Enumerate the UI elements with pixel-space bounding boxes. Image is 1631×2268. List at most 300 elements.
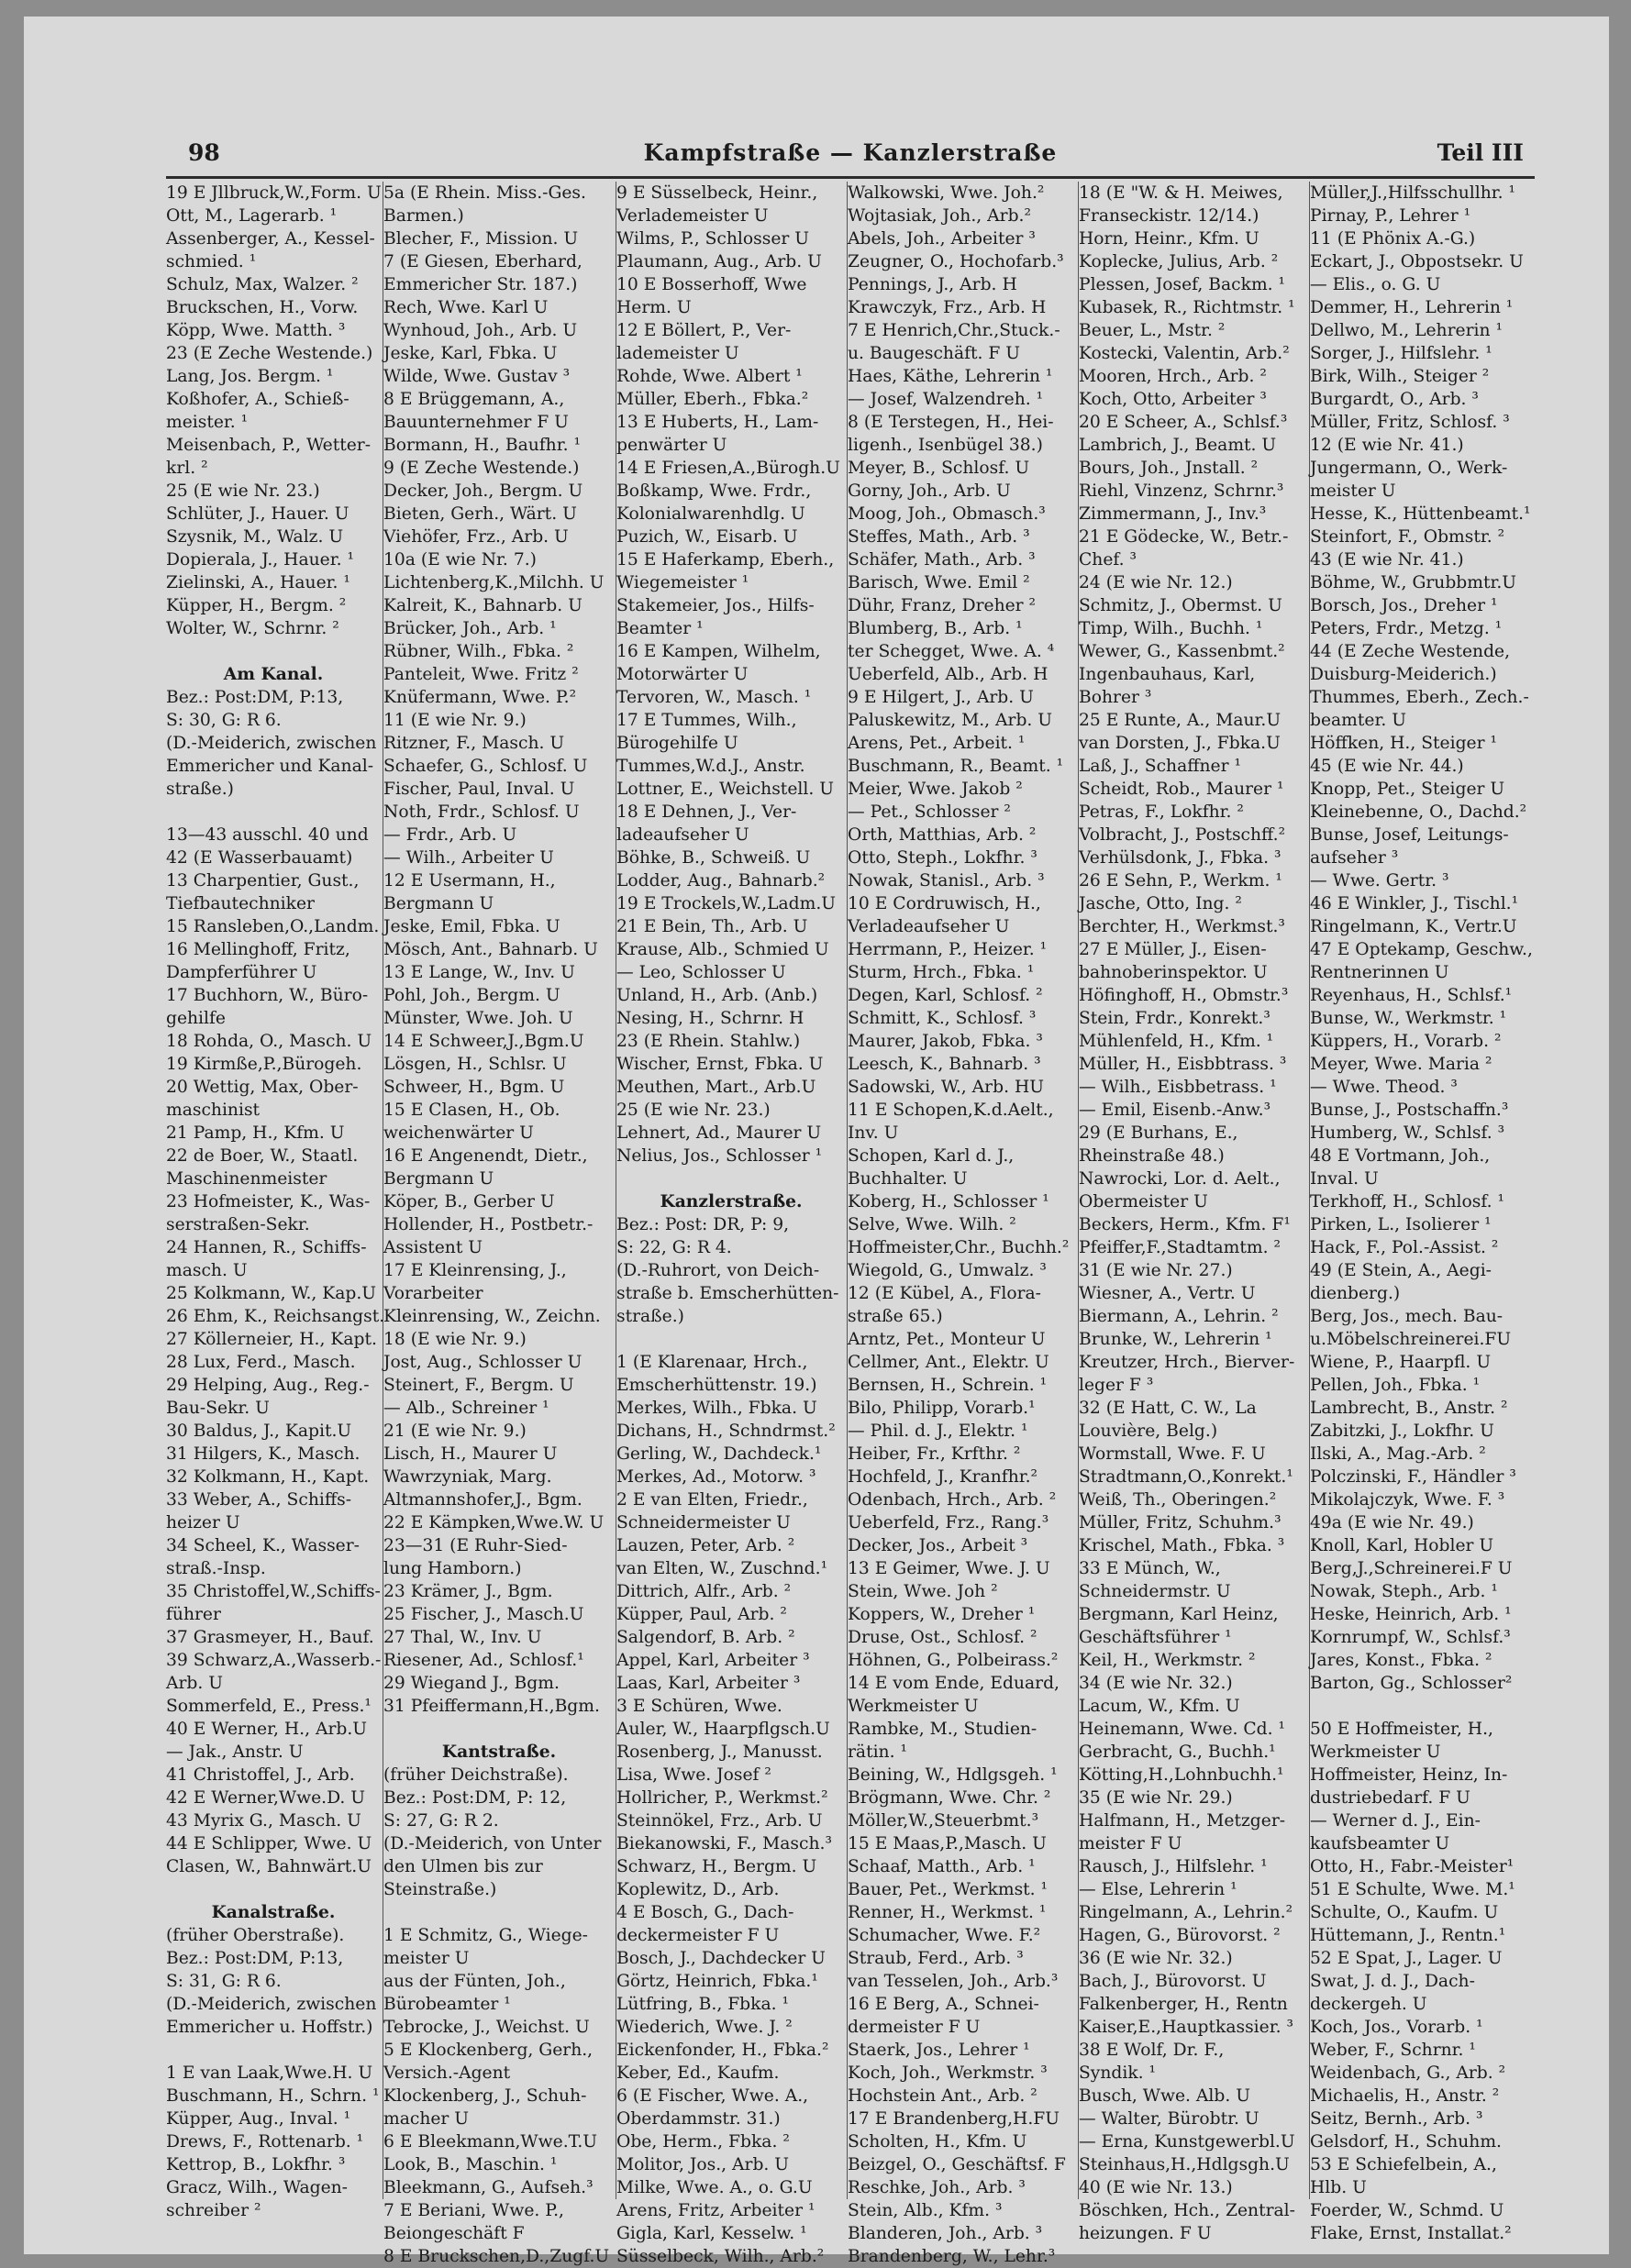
entry-line: Sommerfeld, E., Press.¹ (166, 1697, 372, 1716)
entry-line: Küpper, Paul, Arb. ² (616, 1605, 787, 1624)
entry-line: Michaelis, H., Anstr. ² (1310, 2086, 1500, 2106)
entry-line: Vorarbeiter (383, 1284, 483, 1303)
entry-line: Weidenbach, G., Arb. ² (1310, 2063, 1506, 2083)
entry-line: Lottner, E., Weichstell. U (616, 780, 834, 799)
entry-line: Hollender, H., Postbetr.- (383, 1215, 594, 1234)
entry-line: 37 Grasmeyer, H., Bauf. (166, 1628, 374, 1647)
entry-line: Hüttemann, J., Rentn.¹ (1310, 1926, 1506, 1945)
entry-line: Tiefbautechniker (166, 894, 315, 913)
entry-line: 18 E Dehnen, J., Ver- (616, 802, 797, 822)
entry-line: Pirnay, P., Lehrer ¹ (1310, 206, 1471, 226)
entry-line: u. Baugeschäft. F U (848, 344, 1021, 363)
entry-line: Clasen, W., Bahnwärt.U (166, 1857, 372, 1876)
entry-line: 25 E Runte, A., Maur.U (1079, 711, 1282, 730)
blank-line (166, 2039, 381, 2062)
entry-line: Jungermann, O., Werk- (1310, 459, 1508, 478)
entry-line: Wewer, G., Kassenbmt.² (1079, 642, 1285, 661)
entry-line: Bez.: Post:DM, P:13, (166, 688, 344, 707)
entry-line: 33 E Münch, W., (1079, 1559, 1221, 1578)
entry-line: 16 E Kampen, Wilhelm, (616, 642, 821, 661)
entry-line: — Josef, Walzendreh. ¹ (848, 390, 1044, 409)
entry-line: Verhülsdonk, J., Fbka. ³ (1079, 848, 1282, 868)
entry-line: — Else, Lehrerin ¹ (1079, 1880, 1237, 1899)
entry-line: Look, B., Maschin. ¹ (383, 2155, 558, 2174)
entry-line: (D.-Ruhrort, von Deich- (616, 1261, 820, 1280)
entry-line: Buschmann, R., Beamt. ¹ (848, 757, 1064, 776)
entry-line: 19 E Trockels,W.,Ladm.U (616, 894, 837, 913)
entry-line: 11 (E Phönix A.-G.) (1310, 229, 1476, 249)
entry-line: Meyer, Wwe. Maria ² (1310, 1055, 1492, 1074)
entry-line: Lang, Jos. Bergm. ¹ (166, 367, 334, 386)
entry-line: Viehöfer, Frz., Arb. U (383, 527, 569, 547)
entry-line: Brögmann, Wwe. Chr. ² (848, 1788, 1051, 1808)
entry-line: Bormann, H., Baufhr. ¹ (383, 436, 581, 455)
entry-line: S: 31, G: R 6. (166, 1972, 282, 1991)
entry-line: S: 22, G: R 4. (616, 1238, 732, 1257)
entry-line: 36 (E wie Nr. 32.) (1079, 1949, 1233, 1968)
entry-line: Chef. ³ (1079, 550, 1137, 570)
entry-line: 27 Thal, W., Inv. U (383, 1628, 542, 1647)
entry-line: Berg, Jos., mech. Bau- (1310, 1307, 1503, 1326)
entry-line: Heske, Heinrich, Arb. ¹ (1310, 1605, 1512, 1624)
entry-line: Rohde, Wwe. Albert ¹ (616, 367, 803, 386)
entry-line: maschinist (166, 1101, 261, 1120)
entry-line: 49a (E wie Nr. 49.) (1310, 1513, 1474, 1532)
entry-line: Reyenhaus, H., Schlsf.¹ (1310, 986, 1513, 1005)
entry-line: Steinert, F., Bergm. U (383, 1376, 574, 1395)
entry-line: 24 (E wie Nr. 12.) (1079, 573, 1233, 592)
entry-line: Volbracht, J., Postschff.² (1079, 825, 1286, 845)
entry-line: 7 E Henrich,Chr.,Stuck.- (848, 321, 1060, 340)
entry-line: 21 Pamp, H., Kfm. U (166, 1123, 345, 1143)
blank-line (616, 1167, 846, 1190)
entry-line: Orth, Matthias, Arb. ² (848, 825, 1037, 845)
entry-line: Knüfermann, Wwe. P.² (383, 688, 577, 707)
entry-line: 14 E vom Ende, Eduard, (848, 1674, 1060, 1693)
blank-line (166, 1878, 381, 1901)
entry-line: Auler, W., Haarpflgsch.U (616, 1720, 830, 1739)
entry-line: Verlademeister U (616, 206, 769, 226)
entry-line: Lisa, Wwe. Josef ² (616, 1765, 771, 1785)
entry-line: Ingenbauhaus, Karl, (1079, 665, 1256, 684)
entry-line: Gelsdorf, H., Schuhm. (1310, 2132, 1502, 2152)
entry-line: Salgendorf, B. Arb. ² (616, 1628, 795, 1647)
entry-line: Inv. U (848, 1123, 899, 1143)
entry-line: 31 Pfeiffermann,H.,Bgm. (383, 1697, 600, 1716)
entry-line: Kötting,H.,Lohnbuchh.¹ (1079, 1765, 1284, 1785)
entry-line: Kalreit, K., Bahnarb. U (383, 596, 582, 615)
entry-line: Schaefer, G., Schlosf. U (383, 757, 588, 776)
entry-line: Druse, Ost., Schlosf. ² (848, 1628, 1037, 1647)
entry-line: 21 E Gödecke, W., Betr.- (1079, 527, 1289, 547)
entry-line: 31 (E wie Nr. 27.) (1079, 1261, 1233, 1280)
entry-line: Hoffmeister, Heinz, In- (1310, 1765, 1508, 1785)
entry-line: 12 E Usermann, H., (383, 871, 556, 891)
entry-line: 19 E Jllbruck,W.,Form. U (166, 183, 382, 203)
entry-line: Nowak, Stanisl., Arb. ³ (848, 871, 1045, 891)
entry-line: 34 (E wie Nr. 32.) (1079, 1674, 1233, 1693)
entry-line: Dichans, H., Schndrmst.² (616, 1422, 836, 1441)
entry-line: Walkowski, Wwe. Joh.² (848, 183, 1045, 203)
entry-line: — Walter, Bürobtr. U (1079, 2109, 1259, 2129)
entry-line: 39 Schwarz,A.,Wasserb.- (166, 1651, 382, 1670)
entry-line: u.Möbelschreinerei.FU (1310, 1330, 1512, 1349)
entry-line: Schumacher, Wwe. F.² (848, 1926, 1041, 1945)
entry-line: 43 Myrix G., Masch. U (166, 1811, 361, 1831)
entry-line: Dopierala, J., Hauer. ¹ (166, 550, 354, 570)
entry-line: 28 Lux, Ferd., Masch. (166, 1353, 356, 1372)
entry-line: Brunke, W., Lehrerin ¹ (1079, 1330, 1272, 1349)
entry-line: macher U (383, 2109, 470, 2129)
entry-line: Mikolajczyk, Wwe. F. ³ (1310, 1490, 1505, 1510)
entry-line: 52 E Spat, J., Lager. U (1310, 1949, 1503, 1968)
entry-line: van Tesselen, Joh., Arb.³ (848, 1972, 1059, 1991)
entry-line: 50 E Hoffmeister, H., (1310, 1720, 1493, 1739)
entry-line: deckermeister F U (616, 1926, 780, 1945)
entry-line: Bunse, J., Postschaffn.³ (1310, 1101, 1509, 1120)
entry-line: Beining, W., Hdlgsgeh. ¹ (848, 1765, 1058, 1785)
entry-line: Höffken, H., Steiger ¹ (1310, 734, 1497, 753)
entry-line: — Leo, Schlosser U (616, 963, 786, 982)
entry-line: Dampferführer U (166, 963, 317, 982)
entry-line: Gorny, Joh., Arb. U (848, 481, 1011, 501)
entry-line: Bez.: Post:DM, P: 12, (383, 1788, 567, 1808)
entry-line: 23 Hofmeister, K., Was- (166, 1192, 371, 1211)
entry-line: 9 (E Zeche Westende.) (383, 459, 580, 478)
entry-line: Buschmann, H., Schrn. ¹ (166, 2086, 380, 2106)
entry-line: rätin. ¹ (848, 1742, 907, 1762)
entry-line: Merkes, Wilh., Fbka. U (616, 1399, 817, 1418)
entry-line: Rentnerinnen U (1310, 963, 1449, 982)
entry-line: Leesch, K., Bahnarb. ³ (848, 1055, 1041, 1074)
entry-line: Bernsen, H., Schrein. ¹ (848, 1376, 1048, 1395)
entry-line: — Erna, Kunstgewerbl.U (1079, 2132, 1295, 2152)
entry-line: 53 E Schiefelbein, A., (1310, 2155, 1497, 2174)
entry-line: schmied. ¹ (166, 252, 257, 271)
entry-line: Köper, B., Gerber U (383, 1192, 555, 1211)
entry-line: Zeugner, O., Hochofarb.³ (848, 252, 1064, 271)
entry-line: — Emil, Eisenb.-Anw.³ (1079, 1101, 1271, 1120)
entry-line: Bach, J., Bürovorst. U (1079, 1972, 1267, 1991)
entry-line: Sturm, Hrch., Fbka. ¹ (848, 963, 1035, 982)
entry-line: (D.-Meiderich, von Unter (383, 1834, 602, 1853)
entry-line: Koch, Joh., Werkmstr. ³ (848, 2063, 1048, 2083)
entry-line: 25 Fischer, J., Masch.U (383, 1605, 584, 1624)
entry-line: straß.-Insp. (166, 1559, 266, 1578)
entry-line: Busch, Wwe. Alb. U (1079, 2086, 1250, 2106)
entry-line: 20 Wettig, Max, Ober- (166, 1078, 359, 1097)
street-heading: Kantstraße. (441, 1742, 557, 1762)
entry-line: Bunse, Josef, Leitungs- (1310, 825, 1509, 845)
entry-line: masch. U (166, 1261, 248, 1280)
entry-line: Bleekmann, G., Aufseh.³ (383, 2178, 594, 2197)
entry-line: S: 30, G: R 6. (166, 711, 282, 730)
entry-line: Köpp, Wwe. Matth. ³ (166, 321, 346, 340)
entry-line: Cellmer, Ant., Elektr. U (848, 1353, 1049, 1372)
entry-line: Stradtmann,O.,Konrekt.¹ (1079, 1467, 1293, 1487)
entry-line: penwärter U (616, 436, 727, 455)
entry-line: 21 E Bein, Th., Arb. U (616, 917, 808, 936)
entry-line: Gracz, Wilh., Wagen- (166, 2178, 348, 2197)
entry-line: Blumberg, B., Arb. ¹ (848, 619, 1023, 638)
entry-line: Horn, Heinr., Kfm. U (1079, 229, 1259, 249)
entry-line: Bau-Sekr. U (166, 1399, 270, 1418)
entry-line: Steinhaus,H.,Hdlgsgh.U (1079, 2155, 1290, 2174)
entry-line: meister. ¹ (166, 413, 249, 432)
entry-line: Noth, Frdr., Schlosf. U (383, 802, 580, 822)
entry-line: Boßkamp, Wwe. Frdr., (616, 481, 812, 501)
entry-line: Gerbracht, G., Buchh.¹ (1079, 1742, 1276, 1762)
entry-line: Krischel, Math., Fbka. ³ (1079, 1536, 1285, 1555)
entry-line: Molitor, Jos., Arb. U (616, 2155, 790, 2174)
entry-line: Sorger, J., Hilfslehr. ¹ (1310, 344, 1492, 363)
entry-line: 2 E van Elten, Friedr., (616, 1490, 808, 1510)
entry-line: 30 Baldus, J., Kapit.U (166, 1422, 352, 1441)
entry-line: Laas, Karl, Arbeiter ³ (616, 1674, 801, 1693)
column-4 (847, 182, 1077, 2266)
entry-line: 10a (E wie Nr. 7.) (383, 550, 537, 570)
entry-line: Flake, Ernst, Installat.² (1310, 2224, 1512, 2243)
entry-line: Werkmeister U (848, 1697, 979, 1716)
entry-line: Zabitzki, J., Lokfhr. U (1310, 1422, 1494, 1441)
entry-line: 27 Köllerneier, H., Kapt. (166, 1330, 377, 1349)
entry-line: 12 (E Kübel, A., Flora- (848, 1284, 1041, 1303)
entry-line: Lisch, H., Maurer U (383, 1444, 558, 1464)
entry-line: Stakemeier, Jos., Hilfs- (616, 596, 815, 615)
entry-line: Petras, F., Lokfhr. ² (1079, 802, 1244, 822)
entry-line: Lacum, W., Kfm. U (1079, 1697, 1240, 1716)
entry-line: Scheidt, Rob., Maurer ¹ (1079, 780, 1284, 799)
directory-page (24, 17, 1609, 2266)
entry-line: Bergmann, Karl Heinz, (1079, 1605, 1279, 1624)
entry-line: Versich.-Agent (383, 2063, 511, 2083)
column-3 (616, 182, 846, 2266)
entry-line: 8 E Bruckschen,D.,Zugf.U (383, 2247, 610, 2266)
blank-line (383, 1901, 615, 1924)
column-5 (1078, 182, 1308, 2243)
entry-line: lung Hamborn.) (383, 1559, 522, 1578)
entry-line: Brücker, Joh., Arb. ¹ (383, 619, 557, 638)
column-6 (1309, 182, 1536, 2243)
entry-line: Wiegemeister ¹ (616, 573, 749, 592)
entry-line: 32 Kolkmann, H., Kapt. (166, 1467, 370, 1487)
entry-line: — Pet., Schlosser ² (848, 802, 1011, 822)
entry-line: Odenbach, Hrch., Arb. ² (848, 1490, 1057, 1510)
entry-line: Rosenberg, J., Manusst. (616, 1742, 823, 1762)
entry-line: Bez.: Post: DR, P: 9, (616, 1215, 790, 1234)
entry-line: Eickenfonder, H., Fbka.² (616, 2041, 829, 2060)
entry-line: meister F U (1079, 1834, 1182, 1853)
entry-line: Emmericher u. Hoffstr.) (166, 2018, 373, 2037)
entry-line: Arb. U (166, 1674, 224, 1693)
entry-line: Ott, M., Lagerarb. ¹ (166, 206, 338, 226)
entry-line: bahnoberinspektor. U (1079, 963, 1268, 982)
entry-line: Plessen, Josef, Backm. ¹ (1079, 275, 1286, 294)
entry-line: Beamter ¹ (616, 619, 704, 638)
entry-line: Berchter, H., Werkmst.³ (1079, 917, 1285, 936)
entry-line: Tummes,W.d.J., Anstr. (616, 757, 805, 776)
entry-line: Pirken, L., Isolierer ¹ (1310, 1215, 1492, 1234)
entry-line: ligenh., Isenbügel 38.) (848, 436, 1043, 455)
entry-line: 16 E Angenendt, Dietr., (383, 1146, 588, 1166)
entry-line: Müller, Fritz, Schuhm.³ (1079, 1513, 1282, 1532)
entry-line: 40 E Werner, H., Arb.U (166, 1720, 368, 1739)
entry-line: 17 E Kleinrensing, J., (383, 1261, 567, 1280)
entry-line: — Wilh., Arbeiter U (383, 848, 554, 868)
entry-line: aufseher ³ (1310, 848, 1399, 868)
entry-line: lademeister U (616, 344, 739, 363)
entry-line: Jost, Aug., Schlosser U (383, 1353, 582, 1372)
entry-line: führer (166, 1605, 221, 1624)
entry-line: Merkes, Ad., Motorw. ³ (616, 1467, 816, 1487)
entry-line: (D.-Meiderich, zwischen (166, 1995, 377, 2014)
entry-line: 11 E Schopen,K.d.Aelt., (848, 1101, 1054, 1120)
entry-line: Maurer, Jakob, Fbka. ³ (848, 1032, 1043, 1051)
entry-line: Pfeiffer,F.,Stadtamtm. ² (1079, 1238, 1282, 1257)
entry-line: Schwarz, H., Bergm. U (616, 1857, 817, 1876)
entry-line: Bergmann U (383, 1169, 494, 1189)
entry-line: Schlüter, J., Hauer. U (166, 504, 350, 524)
entry-line: Meier, Wwe. Jakob ² (848, 780, 1023, 799)
entry-line: Altmannshofer,J., Bgm. (383, 1490, 582, 1510)
entry-line: Süsselbeck, Wilh., Arb.² (616, 2247, 825, 2266)
entry-line: Birk, Wilh., Steiger ² (1310, 367, 1490, 386)
entry-line: Hlb. U (1310, 2178, 1367, 2197)
entry-line: heizer U (166, 1513, 240, 1532)
entry-line: 8 E Brüggemann, A., (383, 390, 565, 409)
entry-line: 13 E Huberts, H., Lam- (616, 413, 819, 432)
entry-line: Terkhoff, H., Schlosf. ¹ (1310, 1192, 1504, 1211)
entry-line: 23—31 (E Ruhr-Sied- (383, 1536, 568, 1555)
entry-line: den Ulmen bis zur (383, 1857, 543, 1876)
entry-line: 5 E Klockenberg, Gerh., (383, 2041, 594, 2060)
entry-line: 15 E Maas,P.,Masch. U (848, 1834, 1047, 1853)
entry-line: Rheinstraße 48.) (1079, 1146, 1225, 1166)
entry-line: Zimmermann, J., Inv.³ (1079, 504, 1267, 524)
entry-line: Böhme, W., Grubbmtr.U (1310, 573, 1517, 592)
entry-line: Koßhofer, A., Schieß- (166, 390, 350, 409)
entry-line: 16 E Berg, A., Schnei- (848, 1995, 1039, 2014)
entry-line: Schäfer, Math., Arb. ³ (848, 550, 1036, 570)
entry-line: Demmer, H., Lehrerin ¹ (1310, 298, 1514, 317)
entry-line: Müller, H., Eisbbtrass. ³ (1079, 1055, 1287, 1074)
entry-line: (früher Oberstraße). (166, 1926, 345, 1945)
entry-line: Bilo, Philipp, Vorarb.¹ (848, 1399, 1036, 1418)
entry-line: 29 Helping, Aug., Reg.- (166, 1376, 370, 1395)
entry-line: Rausch, J., Hilfslehr. ¹ (1079, 1857, 1268, 1876)
entry-line: 6 (E Fischer, Wwe. A., (616, 2086, 809, 2106)
entry-line: Ringelmann, A., Lehrin.² (1079, 1903, 1293, 1922)
entry-line: Schmitt, K., Schlosf. ³ (848, 1009, 1037, 1028)
entry-line: straße 65.) (848, 1307, 943, 1326)
entry-line: 25 Kolkmann, W., Kap.U (166, 1284, 377, 1303)
entry-line: 4 E Bosch, G., Dach- (616, 1903, 794, 1922)
entry-line: Obermeister U (1079, 1192, 1208, 1211)
entry-line: Humberg, W., Schlsf. ³ (1310, 1123, 1505, 1143)
entry-line: 17 Buchhorn, W., Büro- (166, 986, 369, 1005)
entry-line: Halfmann, H., Metzger- (1079, 1811, 1286, 1831)
entry-line: 43 (E wie Nr. 41.) (1310, 550, 1464, 570)
entry-line: 10 E Cordruwisch, H., (848, 894, 1041, 913)
entry-line: S: 27, G: R 2. (383, 1811, 499, 1831)
entry-line: Moog, Joh., Obmasch.³ (848, 504, 1046, 524)
entry-line: Maschinenmeister (166, 1169, 327, 1189)
entry-line: Tebrocke, J., Weichst. U (383, 2018, 590, 2037)
entry-line: Blecher, F., Mission. U (383, 229, 579, 249)
entry-line: beamter. U (1310, 711, 1406, 730)
entry-line: Plaumann, Aug., Arb. U (616, 252, 822, 271)
entry-line: 1 (E Klarenaar, Hrch., (616, 1353, 808, 1372)
entry-line: — Wwe. Gertr. ³ (1310, 871, 1449, 891)
entry-line: 22 E Kämpken,Wwe.W. U (383, 1513, 605, 1532)
entry-line: 22 de Boer, W., Staatl. (166, 1146, 359, 1166)
entry-line: Hollricher, P., Werkmst.² (616, 1788, 828, 1808)
entry-line: Nelius, Jos., Schlosser ¹ (616, 1146, 823, 1166)
entry-line: Lambrich, J., Beamt. U (1079, 436, 1277, 455)
entry-line: 18 Rohda, O., Masch. U (166, 1032, 372, 1051)
page-number: 98 (188, 139, 220, 166)
entry-line: straße.) (616, 1307, 684, 1326)
entry-line: Assistent U (383, 1238, 483, 1257)
entry-line: Werkmeister U (1310, 1742, 1441, 1762)
entry-line: Bosch, J., Dachdecker U (616, 1949, 826, 1968)
entry-line: Kubasek, R., Richtmstr. ¹ (1079, 298, 1295, 317)
entry-line: Dellwo, M., Lehrerin ¹ (1310, 321, 1503, 340)
entry-line: aus der Fünten, Joh., (383, 1972, 566, 1991)
entry-line: Jasche, Otto, Ing. ² (1079, 894, 1242, 913)
entry-line: Wawrzyniak, Marg. (383, 1467, 552, 1487)
entry-line: 35 (E wie Nr. 29.) (1079, 1788, 1233, 1808)
entry-line: Obe, Herm., Fbka. ² (616, 2132, 790, 2152)
entry-line: Koch, Jos., Vorarb. ¹ (1310, 2018, 1483, 2037)
entry-line: 7 (E Giesen, Eberhard, (383, 252, 582, 271)
entry-line: 47 E Optekamp, Geschw., (1310, 940, 1533, 959)
entry-line: Motorwärter U (616, 665, 749, 684)
entry-line: Kleinrensing, W., Zeichn. (383, 1307, 601, 1326)
entry-line: 45 (E wie Nr. 44.) (1310, 757, 1464, 776)
entry-line: dermeister F U (848, 2018, 981, 2037)
entry-line: Verladeaufseher U (848, 917, 1010, 936)
entry-line: Ueberfeld, Frz., Rang.³ (848, 1513, 1049, 1532)
entry-line: Swat, J. d. J., Dach- (1310, 1972, 1475, 1991)
entry-line: Steinfort, F., Obmstr. ² (1310, 527, 1505, 547)
entry-line: 15 Ransleben,O.,Landm. (166, 917, 380, 936)
entry-line: Dühr, Franz, Dreher ² (848, 596, 1037, 615)
entry-line: Gigla, Karl, Kesselw. ¹ (616, 2224, 807, 2243)
entry-line: Pennings, J., Arb. H (848, 275, 1017, 294)
entry-line: Buchhalter. U (848, 1169, 968, 1189)
entry-line: Meyer, B., Schlosf. U (848, 459, 1030, 478)
entry-line: van Dorsten, J., Fbka.U (1079, 734, 1281, 753)
entry-line: 9 E Süsselbeck, Heinr., (616, 183, 818, 203)
column-1 (166, 182, 385, 2220)
entry-line: Blanderen, Joh., Arb. ³ (848, 2224, 1043, 2243)
entry-line: 20 E Scheer, A., Schlsf.³ (1079, 413, 1288, 432)
entry-line: Laß, J., Schaffner ¹ (1079, 757, 1241, 776)
entry-line: Barmen.) (383, 206, 464, 226)
entry-line: ter Schegget, Wwe. A. ⁴ (848, 642, 1055, 661)
entry-line: 29 Wiegand J., Bgm. (383, 1674, 560, 1693)
entry-line: 15 E Haferkamp, Eberh., (616, 550, 835, 570)
entry-line: gehilfe (166, 1009, 226, 1028)
entry-line: Möller,W.,Steuerbmt.³ (848, 1811, 1039, 1831)
entry-line: Steinstraße.) (383, 1880, 497, 1899)
entry-line: 9 E Hilgert, J., Arb. U (848, 688, 1034, 707)
blank-line (616, 1328, 846, 1351)
entry-line: 27 E Müller, J., Eisen- (1079, 940, 1267, 959)
entry-line: 18 (E wie Nr. 9.) (383, 1330, 527, 1349)
entry-line: Kornrumpf, W., Schlsf.³ (1310, 1628, 1511, 1647)
